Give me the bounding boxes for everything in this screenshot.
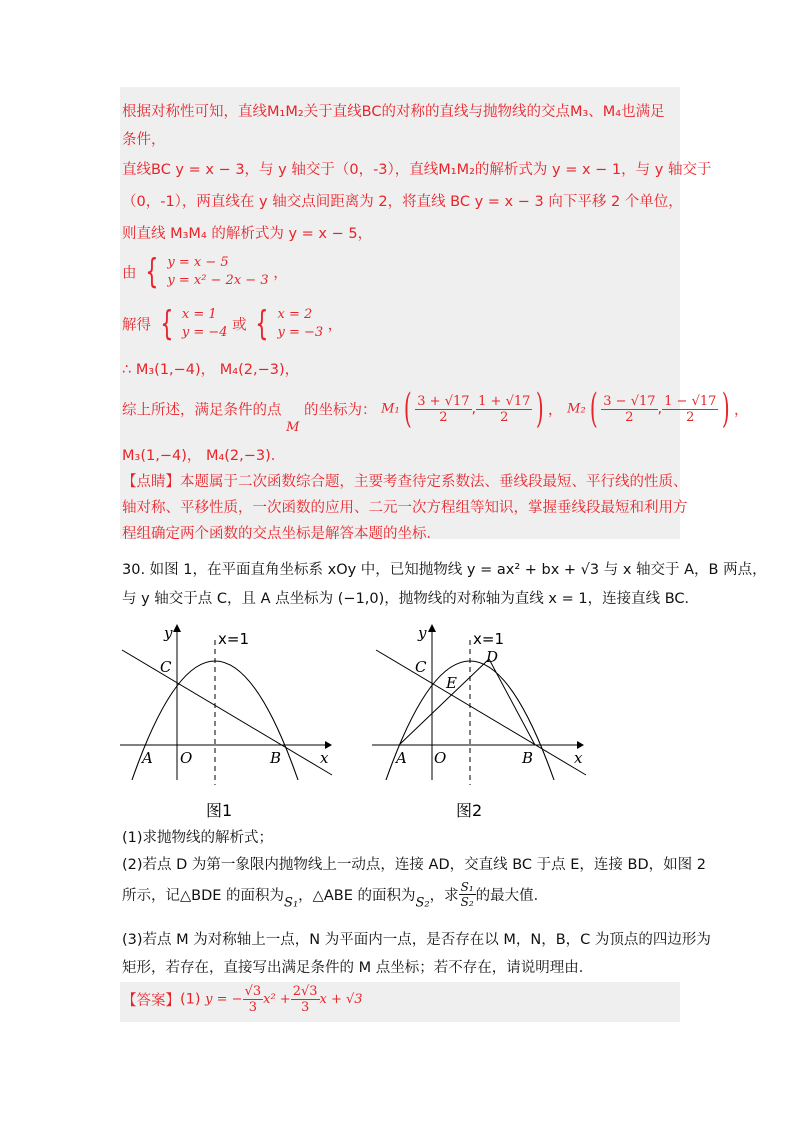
m1-x-den: 2 — [439, 409, 448, 425]
fig1-label-c: C — [160, 658, 172, 676]
m1-x-fraction — [415, 394, 471, 425]
fig2-x-arrow-icon — [577, 741, 584, 749]
system-3-equations — [278, 306, 324, 342]
fig1-label-o: O — [180, 749, 193, 767]
m2-x-num: 3 − √17 — [603, 393, 656, 409]
question-3-line-1: (3)若点 M 为对称轴上一点，N 为平面内一点，是否存在以 M，N，B，C 为顶点的四边形为 — [122, 932, 711, 948]
system-3-eq-b: y = −3 — [277, 325, 324, 340]
comment-tag: 【点睛】 — [122, 474, 180, 490]
fig1-label-b: B — [270, 749, 282, 767]
system-1-eq-b: y = x² − 2x − 3 — [167, 273, 269, 288]
system-2-or: 或 — [232, 317, 247, 334]
summary-prefix: 综上所述，满足条件的点 — [122, 402, 282, 419]
m1-y-den: 2 — [500, 409, 509, 425]
fig2-label-a: A — [396, 749, 407, 767]
solution-line-5: 则直线 M₃M₄ 的解析式为 y = x − 5， — [122, 226, 373, 242]
solution-system-1 — [122, 254, 288, 294]
problem-line-1: 30. 如图 1，在平面直角坐标系 xOy 中，已知抛物线 y = ax² + bx + √3 与 x 轴交于 A，B 两点， — [122, 562, 767, 578]
m2-y-num: 1 − √17 — [664, 393, 717, 409]
answer-end: x + √3 — [319, 992, 363, 1007]
system-1-prefix: 由 — [122, 265, 137, 282]
m2-open-paren: ( — [589, 386, 598, 432]
answer-fraction-2 — [291, 984, 320, 1015]
answer-f1-num: √3 — [244, 984, 262, 999]
figure-1 — [120, 620, 340, 790]
system-1-eq-a: y = x − 5 — [167, 255, 229, 270]
solution-system-2 — [122, 306, 342, 346]
solution-line-3 — [122, 158, 711, 179]
fig2-label-o: O — [434, 749, 447, 767]
m1-close-paren: ) — [536, 386, 545, 432]
comment-line-3: 程组确定两个函数的交点坐标是解答本题的坐标． — [122, 526, 441, 542]
fig2-line-bd — [489, 659, 535, 745]
m1-y-num: 1 + √17 — [478, 393, 531, 409]
system-2-prefix: 解得 — [122, 317, 151, 334]
answer-f2-num: 2√3 — [292, 984, 318, 999]
q2-ratio-num: S₁ — [460, 880, 474, 894]
system-2-brace: { — [159, 304, 173, 344]
fig1-label-y: y — [164, 624, 173, 642]
answer-fraction-1 — [243, 984, 264, 1015]
fig2-y-arrow-icon — [428, 624, 436, 632]
solution-line-3b: M₁M₂的解析式为 y = x − 1，与 y 轴交于 — [438, 162, 712, 178]
m2-x-fraction — [601, 394, 657, 425]
answer-line — [122, 984, 363, 1020]
m2-y-den: 2 — [686, 409, 695, 425]
fig1-x-arrow-icon — [325, 741, 332, 749]
m1-label: M₁ — [381, 401, 400, 417]
solution-summary: 综上所述，满足条件的点 M 的坐标为： M₁( $\frac{3 + √17}{2}$ , $\frac{1 + √17}{2}$ ) ， M₂( $\frac{3 - √17}{2}$ , $\frac{1 - √17}{2}$ ) ， — [122, 386, 749, 435]
m1-y-fraction — [476, 394, 532, 425]
answer-f1-den: 3 — [248, 1000, 257, 1015]
q2-s2: S₂ — [415, 895, 430, 911]
fig1-label-axis: x=1 — [218, 630, 249, 648]
solution-line-3a: 直线BC y = x − 3，与 y 轴交于（0，-3），直线 — [122, 162, 439, 178]
system-3-brace: { — [255, 304, 269, 344]
m2-y-fraction — [662, 394, 718, 425]
q2-ask: ，求 — [429, 888, 459, 904]
system-3-eq-a: x = 2 — [277, 307, 313, 322]
m2-close-paren: ) — [722, 386, 731, 432]
q2-end: 的最大值． — [475, 888, 549, 904]
fig1-label-x: x — [320, 749, 329, 767]
q2-s1: S₁ — [284, 895, 299, 911]
solution-line-2: 条件， — [122, 132, 166, 148]
system-2-suffix: ， — [327, 317, 343, 334]
fig1-line-bc — [122, 650, 332, 775]
fig2-label-c: C — [415, 658, 427, 676]
m2-x-den: 2 — [625, 409, 634, 425]
answer-y: y = − — [205, 992, 243, 1007]
fig2-label-axis: x=1 — [473, 630, 504, 648]
system-1-brace: { — [145, 252, 159, 292]
solution-line-8: ∴ M₃(1,−4)， M₄(2,−3)， — [122, 362, 300, 378]
system-2-eq-a: x = 1 — [181, 307, 217, 322]
q2-prefix: 所示，记△BDE 的面积为 — [122, 888, 285, 904]
m1-open-paren: ( — [403, 386, 412, 432]
fig1-label-a: A — [142, 749, 153, 767]
fig2-line-bc — [376, 650, 586, 775]
fig1-y-arrow-icon — [173, 624, 181, 632]
m2-label: M₂ — [567, 401, 586, 417]
answer-f2-den: 3 — [300, 1000, 310, 1015]
system-2-eq-b: y = −4 — [181, 325, 228, 340]
fig2-label-y: y — [418, 624, 427, 642]
system-1-equations — [167, 254, 268, 290]
figure-2-caption: 图2 — [456, 801, 483, 820]
fig2-label-e: E — [446, 674, 457, 692]
figure-1-caption: 图1 — [206, 801, 233, 820]
solution-line-4: （0，-1），两直线在 y 轴交点间距离为 2，将直线 BC y = x − 3 向下平移 2 个单位， — [122, 194, 683, 210]
question-3-line-2: 矩形，若存在，直接写出满足条件的 M 点坐标；若不存在，请说明理由． — [122, 960, 594, 976]
summary-mid: 的坐标为： — [304, 402, 377, 419]
answer-tag: 【答案】 — [122, 993, 180, 1009]
answer-mid: x² + — [263, 992, 291, 1007]
summary-point-m: M — [286, 420, 300, 435]
q2-ratio-fraction — [459, 880, 476, 909]
m1-x-num: 3 + √17 — [417, 393, 470, 409]
question-1: (1)求抛物线的解析式； — [122, 830, 274, 846]
solution-line-1: 根据对称性可知，直线M₁M₂关于直线BC的对称的直线与抛物线的交点M₃、M₄也满足 — [122, 104, 665, 120]
comment-text-1: 本题属于二次函数综合题，主要考查待定系数法、垂线段最短、平行线的性质、 — [180, 474, 688, 490]
fig2-label-b: B — [522, 749, 534, 767]
comment-line-2: 轴对称、平移性质，一次函数的应用、二元一次方程组等知识，掌握垂线段最短和利用方 — [122, 500, 688, 516]
comment-line-1 — [122, 470, 688, 491]
question-2-line-1: (2)若点 D 为第一象限内抛物线上一动点，连接 AD，交直线 BC 于点 E，连接 BD，如图 2 — [122, 857, 706, 873]
answer-prefix: (1) — [180, 991, 201, 1008]
fig2-label-x: x — [574, 749, 583, 767]
figure-2 — [372, 620, 592, 790]
system-1-suffix: ， — [273, 265, 288, 282]
question-2-line-2 — [122, 880, 548, 916]
q2-mid: ，△ABE 的面积为 — [298, 888, 416, 904]
fig2-label-d: D — [486, 648, 499, 666]
problem-line-2: 与 y 轴交于点 C，且 A 点坐标为 (−1,0)，抛物线的对称轴为直线 x = 1，连接直线 BC． — [122, 591, 700, 607]
solution-line-10: M₃(1,−4)， M₄(2,−3)． — [122, 448, 286, 464]
system-2-equations — [182, 306, 228, 342]
q2-ratio-den: S₂ — [460, 895, 474, 909]
